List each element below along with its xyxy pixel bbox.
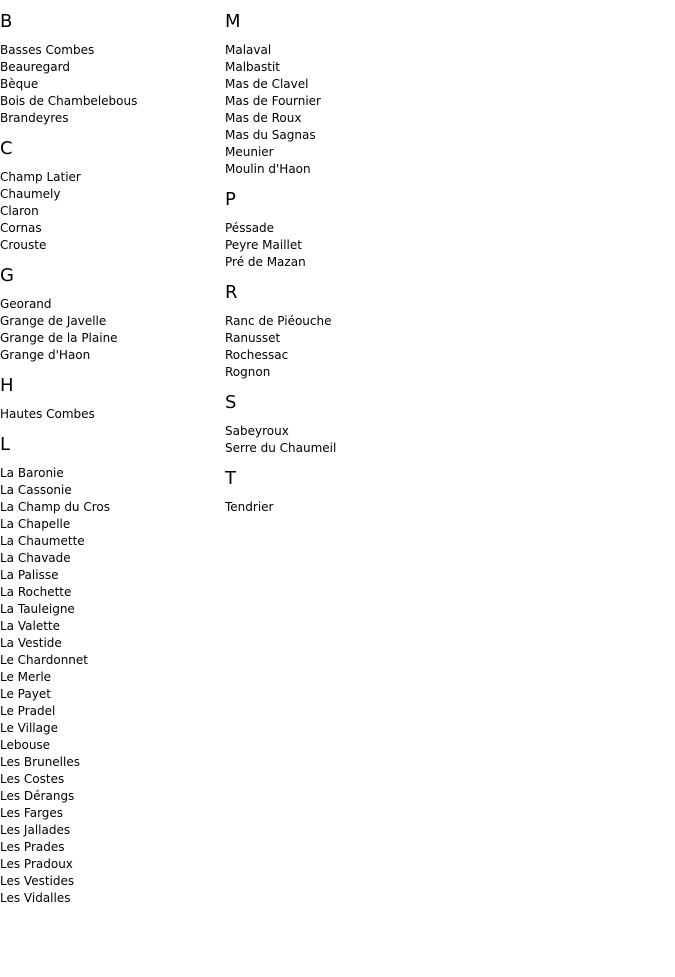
place-link[interactable]: Chaumely	[0, 187, 61, 201]
place-link[interactable]: Les Vestides	[0, 874, 75, 888]
place-link[interactable]: Les Dérangs	[0, 789, 75, 803]
place-link[interactable]: Beauregard	[0, 60, 70, 74]
place-link[interactable]: Crouste	[0, 238, 47, 252]
place-link[interactable]: La Chapelle	[0, 517, 71, 531]
place-list	[225, 42, 440, 178]
place-link[interactable]: Mas de Roux	[225, 111, 302, 125]
place-link[interactable]: La Vestide	[0, 636, 62, 650]
section-letter-heading: B	[0, 11, 13, 32]
place-link[interactable]: La Palisse	[0, 568, 59, 582]
section-letter-heading: P	[225, 189, 236, 210]
place-link[interactable]: Grange d'Haon	[0, 348, 91, 362]
place-link[interactable]: Georand	[0, 297, 52, 311]
place-link[interactable]: Peyre Maillet	[225, 238, 302, 252]
place-list	[225, 220, 440, 271]
place-link[interactable]: Bèque	[0, 77, 39, 91]
letter-section	[225, 469, 440, 516]
letter-section	[0, 139, 215, 254]
place-link[interactable]: Sabeyroux	[225, 424, 289, 438]
place-link[interactable]: Ranusset	[225, 331, 281, 345]
place-link[interactable]: La Rochette	[0, 585, 72, 599]
place-link[interactable]: La Valette	[0, 619, 60, 633]
place-link[interactable]: Basses Combes	[0, 43, 95, 57]
place-link[interactable]: Lebouse	[0, 738, 51, 752]
letter-section	[225, 283, 440, 381]
place-link[interactable]: La Chaumette	[0, 534, 85, 548]
place-link[interactable]: La Tauleigne	[0, 602, 75, 616]
place-link[interactable]: La Baronie	[0, 466, 64, 480]
section-letter-heading: H	[0, 375, 14, 396]
place-list	[225, 423, 440, 457]
place-list	[225, 499, 440, 516]
letter-section	[0, 376, 215, 423]
place-link[interactable]: Serre du Chaumeil	[225, 441, 337, 455]
index-column-right	[225, 0, 440, 526]
place-link[interactable]: Les Prades	[0, 840, 65, 854]
section-letter-heading: T	[225, 468, 236, 489]
place-link[interactable]: Moulin d'Haon	[225, 162, 311, 176]
letter-section	[0, 12, 215, 127]
place-list	[225, 313, 440, 381]
place-link[interactable]: Meunier	[225, 145, 274, 159]
section-letter-heading: R	[225, 282, 238, 303]
place-link[interactable]: Pré de Mazan	[225, 255, 306, 269]
place-link[interactable]: Claron	[0, 204, 39, 218]
place-link[interactable]: Le Pradel	[0, 704, 56, 718]
letter-section	[225, 190, 440, 271]
section-letter-heading: M	[225, 11, 241, 32]
section-letter-heading: G	[0, 265, 14, 286]
place-link[interactable]: Mas de Clavel	[225, 77, 309, 91]
letter-section	[0, 435, 215, 907]
place-link[interactable]: Ranc de Piéouche	[225, 314, 332, 328]
place-link[interactable]: Péssade	[225, 221, 275, 235]
place-link[interactable]: Le Chardonnet	[0, 653, 88, 667]
place-link[interactable]: Champ Latier	[0, 170, 81, 184]
letter-section	[225, 12, 440, 178]
place-link[interactable]: Les Farges	[0, 806, 64, 820]
section-letter-heading: L	[0, 434, 11, 455]
place-link[interactable]: Les Costes	[0, 772, 65, 786]
place-link[interactable]: Le Merle	[0, 670, 52, 684]
place-link[interactable]: Malaval	[225, 43, 272, 57]
place-link[interactable]: Les Brunelles	[0, 755, 80, 769]
place-link[interactable]: La Champ du Cros	[0, 500, 110, 514]
place-link[interactable]: Mas du Sagnas	[225, 128, 316, 142]
place-link[interactable]: Rochessac	[225, 348, 289, 362]
place-list	[0, 406, 215, 423]
place-link[interactable]: Mas de Fournier	[225, 94, 321, 108]
place-list	[0, 42, 215, 127]
section-letter-heading: C	[0, 138, 13, 159]
index-column-left	[0, 0, 215, 917]
place-link[interactable]: La Chavade	[0, 551, 71, 565]
place-link[interactable]: La Cassonie	[0, 483, 72, 497]
place-link[interactable]: Les Vidalles	[0, 891, 71, 905]
place-link[interactable]: Les Pradoux	[0, 857, 73, 871]
place-link[interactable]: Rognon	[225, 365, 271, 379]
place-link[interactable]: Grange de Javelle	[0, 314, 107, 328]
place-link[interactable]: Malbastit	[225, 60, 281, 74]
place-link[interactable]: Brandeyres	[0, 111, 69, 125]
place-link[interactable]: Les Jallades	[0, 823, 71, 837]
place-link[interactable]: Grange de la Plaine	[0, 331, 118, 345]
place-list	[0, 169, 215, 254]
letter-section	[0, 266, 215, 364]
place-list	[0, 296, 215, 364]
place-link[interactable]: Le Payet	[0, 687, 51, 701]
place-link[interactable]: Bois de Chambelebous	[0, 94, 138, 108]
place-link[interactable]: Le Village	[0, 721, 58, 735]
place-link[interactable]: Tendrier	[225, 500, 274, 514]
place-link[interactable]: Cornas	[0, 221, 42, 235]
place-link[interactable]: Hautes Combes	[0, 407, 95, 421]
place-list	[0, 465, 215, 907]
letter-section	[225, 393, 440, 457]
section-letter-heading: S	[225, 392, 237, 413]
